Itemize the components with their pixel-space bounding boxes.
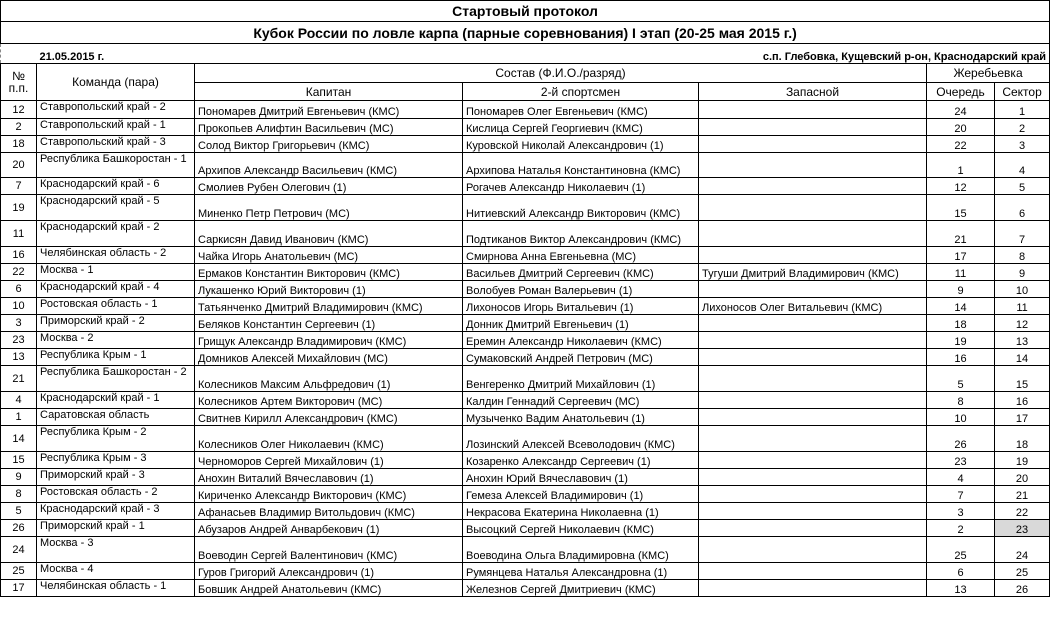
- row-captain[interactable]: Миненко Петр Петрович (МС): [195, 195, 463, 221]
- row-second[interactable]: Сумаковский Андрей Петрович (МС): [463, 349, 699, 366]
- row-queue[interactable]: 15: [927, 195, 995, 221]
- row-sector[interactable]: 12: [995, 315, 1050, 332]
- row-sector[interactable]: 19: [995, 452, 1050, 469]
- row-num[interactable]: 2: [1, 119, 37, 136]
- row-reserve[interactable]: [699, 366, 927, 392]
- row-sector[interactable]: 2: [995, 119, 1050, 136]
- header-reserve: Запасной: [699, 83, 927, 101]
- row-captain[interactable]: Прокопьев Алифтин Васильевич (МС): [195, 119, 463, 136]
- row-team[interactable]: Ростовская область - 2: [37, 486, 195, 503]
- row-reserve[interactable]: [699, 537, 927, 563]
- row-captain[interactable]: Свитнев Кирилл Александрович (КМС): [195, 409, 463, 426]
- row-num[interactable]: 4: [1, 392, 37, 409]
- row-team[interactable]: Краснодарский край - 4: [37, 281, 195, 298]
- row-num[interactable]: 20: [1, 153, 37, 178]
- table-row: [1, 486, 1050, 503]
- row-sector[interactable]: 14: [995, 349, 1050, 366]
- row-reserve[interactable]: [699, 349, 927, 366]
- row-reserve[interactable]: [699, 580, 927, 597]
- table-row: [1, 392, 1050, 409]
- row-sector[interactable]: 7: [995, 221, 1050, 247]
- row-team[interactable]: Краснодарский край - 3: [37, 503, 195, 520]
- row-captain[interactable]: Солод Виктор Григорьевич (КМС): [195, 136, 463, 153]
- row-queue[interactable]: 21: [927, 221, 995, 247]
- row-second[interactable]: Куровской Николай Александрович (1): [463, 136, 699, 153]
- table-row: [1, 221, 1050, 247]
- row-num[interactable]: 15: [1, 452, 37, 469]
- row-team[interactable]: Республика Крым - 2: [37, 426, 195, 452]
- row-num[interactable]: 23: [1, 332, 37, 349]
- row-reserve[interactable]: [699, 392, 927, 409]
- row-team[interactable]: Москва - 1: [37, 264, 195, 281]
- table-row: [1, 178, 1050, 195]
- row-team[interactable]: Краснодарский край - 1: [37, 392, 195, 409]
- row-team[interactable]: Москва - 4: [37, 563, 195, 580]
- row-captain[interactable]: Абузаров Андрей Анварбекович (1): [195, 520, 463, 537]
- row-team[interactable]: Ставропольский край - 1: [37, 119, 195, 136]
- row-sector[interactable]: 23: [995, 520, 1050, 537]
- document-location: с.п. Глебовка, Кущевский р-он, Краснодарский край: [195, 44, 1050, 64]
- row-captain[interactable]: Анохин Виталий Вячеславович (1): [195, 469, 463, 486]
- table-row: [1, 520, 1050, 537]
- row-num[interactable]: 1: [1, 409, 37, 426]
- row-second[interactable]: Смирнова Анна Евгеньевна (МС): [463, 247, 699, 264]
- row-captain[interactable]: Колесников Артем Викторович (МС): [195, 392, 463, 409]
- row-queue[interactable]: 10: [927, 409, 995, 426]
- row-reserve[interactable]: [699, 195, 927, 221]
- row-num[interactable]: 16: [1, 247, 37, 264]
- row-second[interactable]: Воеводина Ольга Владимировна (КМС): [463, 537, 699, 563]
- row-reserve[interactable]: [699, 469, 927, 486]
- row-queue[interactable]: 9: [927, 281, 995, 298]
- row-queue[interactable]: 24: [927, 101, 995, 119]
- row-sector[interactable]: 24: [995, 537, 1050, 563]
- row-reserve[interactable]: [699, 486, 927, 503]
- row-queue[interactable]: 18: [927, 315, 995, 332]
- document-subtitle: Кубок России по ловле карпа (парные соревнования) I этап (20-25 мая 2015 г.): [1, 22, 1050, 44]
- row-team[interactable]: Москва - 3: [37, 537, 195, 563]
- row-queue[interactable]: 13: [927, 580, 995, 597]
- row-team[interactable]: Ставропольский край - 3: [37, 136, 195, 153]
- table-row: [1, 503, 1050, 520]
- row-second[interactable]: Козаренко Александр Сергеевич (1): [463, 452, 699, 469]
- row-second[interactable]: Донник Дмитрий Евгеньевич (1): [463, 315, 699, 332]
- row-second[interactable]: Высоцкий Сергей Николаевич (КМС): [463, 520, 699, 537]
- row-sector[interactable]: 20: [995, 469, 1050, 486]
- row-captain[interactable]: Чайка Игорь Анатольевич (МС): [195, 247, 463, 264]
- row-team[interactable]: Республика Башкоростан - 2: [37, 366, 195, 392]
- row-captain[interactable]: Воеводин Сергей Валентинович (КМС): [195, 537, 463, 563]
- row-queue[interactable]: 16: [927, 349, 995, 366]
- table-row: [1, 119, 1050, 136]
- row-num[interactable]: 9: [1, 469, 37, 486]
- row-queue[interactable]: 5: [927, 366, 995, 392]
- row-reserve[interactable]: Лихоносов Олег Витальевич (КМС): [699, 298, 927, 315]
- row-second[interactable]: Венгеренко Дмитрий Михайлович (1): [463, 366, 699, 392]
- row-queue[interactable]: 22: [927, 136, 995, 153]
- row-sector[interactable]: 6: [995, 195, 1050, 221]
- row-reserve[interactable]: [699, 119, 927, 136]
- table-row: [1, 537, 1050, 563]
- row-team[interactable]: Приморский край - 2: [37, 315, 195, 332]
- row-second[interactable]: Лихоносов Игорь Витальевич (1): [463, 298, 699, 315]
- row-second[interactable]: Музыченко Вадим Анатольевич (1): [463, 409, 699, 426]
- row-team[interactable]: Челябинская область - 1: [37, 580, 195, 597]
- row-second[interactable]: Лозинский Алексей Всеволодович (КМС): [463, 426, 699, 452]
- table-row: [1, 563, 1050, 580]
- row-captain[interactable]: Колесников Олег Николаевич (КМС): [195, 426, 463, 452]
- row-team[interactable]: Челябинская область - 2: [37, 247, 195, 264]
- row-captain[interactable]: Пономарев Дмитрий Евгеньевич (КМС): [195, 101, 463, 119]
- table-row: [1, 332, 1050, 349]
- row-captain[interactable]: Архипов Александр Васильевич (КМС): [195, 153, 463, 178]
- row-reserve[interactable]: [699, 520, 927, 537]
- row-reserve[interactable]: [699, 101, 927, 119]
- row-queue[interactable]: 25: [927, 537, 995, 563]
- row-captain[interactable]: Лукашенко Юрий Викторович (1): [195, 281, 463, 298]
- row-queue[interactable]: 6: [927, 563, 995, 580]
- row-team[interactable]: Краснодарский край - 6: [37, 178, 195, 195]
- row-num[interactable]: 12: [1, 101, 37, 119]
- row-captain[interactable]: Бовшик Андрей Анатольевич (КМС): [195, 580, 463, 597]
- header-captain: Капитан: [195, 83, 463, 101]
- table-row: [1, 101, 1050, 119]
- row-queue[interactable]: 14: [927, 298, 995, 315]
- row-second[interactable]: Рогачев Александр Николаевич (1): [463, 178, 699, 195]
- table-row: [1, 136, 1050, 153]
- row-second[interactable]: Васильев Дмитрий Сергеевич (КМС): [463, 264, 699, 281]
- row-queue[interactable]: 3: [927, 503, 995, 520]
- row-captain[interactable]: Смолиев Рубен Олегович (1): [195, 178, 463, 195]
- row-second[interactable]: Анохин Юрий Вячеславович (1): [463, 469, 699, 486]
- row-second[interactable]: Румянцева Наталья Александровна (1): [463, 563, 699, 580]
- row-queue[interactable]: 26: [927, 426, 995, 452]
- document-title: Стартовый протокол: [1, 1, 1050, 22]
- row-reserve[interactable]: [699, 315, 927, 332]
- row-queue[interactable]: 1: [927, 153, 995, 178]
- row-num[interactable]: 22: [1, 264, 37, 281]
- row-second[interactable]: Нитиевский Александр Викторович (КМС): [463, 195, 699, 221]
- row-captain[interactable]: Татьянченко Дмитрий Владимирович (КМС): [195, 298, 463, 315]
- row-sector[interactable]: 9: [995, 264, 1050, 281]
- row-sector[interactable]: 22: [995, 503, 1050, 520]
- row-captain[interactable]: Гуров Григорий Александрович (1): [195, 563, 463, 580]
- table-row: [1, 195, 1050, 221]
- header-team: Команда (пара): [37, 64, 195, 101]
- row-reserve[interactable]: [699, 563, 927, 580]
- row-queue[interactable]: 17: [927, 247, 995, 264]
- row-sector[interactable]: 26: [995, 580, 1050, 597]
- row-sector[interactable]: 8: [995, 247, 1050, 264]
- row-sector[interactable]: 11: [995, 298, 1050, 315]
- table-row: [1, 426, 1050, 452]
- row-num[interactable]: 10: [1, 298, 37, 315]
- row-reserve[interactable]: Тугуши Дмитрий Владимирович (КМС): [699, 264, 927, 281]
- row-team[interactable]: Ростовская область - 1: [37, 298, 195, 315]
- row-num[interactable]: 14: [1, 426, 37, 452]
- header-second: 2-й спортсмен: [463, 83, 699, 101]
- row-queue[interactable]: 11: [927, 264, 995, 281]
- row-captain[interactable]: Колесников Максим Альфредович (1): [195, 366, 463, 392]
- row-captain[interactable]: Ермаков Константин Викторович (КМС): [195, 264, 463, 281]
- table-row: [1, 452, 1050, 469]
- table-row: [1, 298, 1050, 315]
- table-row: [1, 264, 1050, 281]
- row-team[interactable]: Краснодарский край - 2: [37, 221, 195, 247]
- header-composition: Состав (Ф.И.О./разряд): [195, 64, 927, 83]
- row-reserve[interactable]: [699, 221, 927, 247]
- row-captain[interactable]: Афанасьев Владимир Витольдович (КМС): [195, 503, 463, 520]
- row-reserve[interactable]: [699, 178, 927, 195]
- row-sector[interactable]: 13: [995, 332, 1050, 349]
- table-row: [1, 315, 1050, 332]
- row-sector[interactable]: 5: [995, 178, 1050, 195]
- row-second[interactable]: Кислица Сергей Георгиевич (КМС): [463, 119, 699, 136]
- row-num[interactable]: 19: [1, 195, 37, 221]
- table-row: [1, 349, 1050, 366]
- row-team[interactable]: Приморский край - 1: [37, 520, 195, 537]
- row-reserve[interactable]: [699, 452, 927, 469]
- row-sector[interactable]: 1: [995, 101, 1050, 119]
- row-team[interactable]: Краснодарский край - 5: [37, 195, 195, 221]
- row-team[interactable]: Москва - 2: [37, 332, 195, 349]
- row-team[interactable]: Республика Башкоростан - 1: [37, 153, 195, 178]
- row-sector[interactable]: 16: [995, 392, 1050, 409]
- row-captain[interactable]: Беляков Константин Сергеевич (1): [195, 315, 463, 332]
- row-captain[interactable]: Грищук Александр Владимирович (КМС): [195, 332, 463, 349]
- row-num[interactable]: 24: [1, 537, 37, 563]
- row-num[interactable]: 7: [1, 178, 37, 195]
- row-sector[interactable]: 17: [995, 409, 1050, 426]
- row-second[interactable]: Еремин Александр Николаевич (КМС): [463, 332, 699, 349]
- table-row: [1, 580, 1050, 597]
- row-num[interactable]: 8: [1, 486, 37, 503]
- row-captain[interactable]: Саркисян Давид Иванович (КМС): [195, 221, 463, 247]
- row-second[interactable]: Некрасова Екатерина Николаевна (1): [463, 503, 699, 520]
- header-num: № п.п.: [1, 64, 37, 101]
- row-reserve[interactable]: [699, 503, 927, 520]
- row-queue[interactable]: 4: [927, 469, 995, 486]
- table-row: [1, 366, 1050, 392]
- row-second[interactable]: Архипова Наталья Константиновна (КМС): [463, 153, 699, 178]
- table-row: [1, 281, 1050, 298]
- row-reserve[interactable]: [699, 281, 927, 298]
- row-queue[interactable]: 12: [927, 178, 995, 195]
- row-sector[interactable]: 18: [995, 426, 1050, 452]
- row-num[interactable]: 21: [1, 366, 37, 392]
- row-team[interactable]: Приморский край - 3: [37, 469, 195, 486]
- header-sector: Сектор: [995, 83, 1050, 101]
- row-second[interactable]: Калдин Геннадий Сергеевич (МС): [463, 392, 699, 409]
- row-second[interactable]: Пономарев Олег Евгеньевич (КМС): [463, 101, 699, 119]
- row-team[interactable]: Республика Крым - 3: [37, 452, 195, 469]
- row-queue[interactable]: 8: [927, 392, 995, 409]
- row-queue[interactable]: 23: [927, 452, 995, 469]
- header-draw: Жеребьевка: [927, 64, 1050, 83]
- row-captain[interactable]: Черноморов Сергей Михайлович (1): [195, 452, 463, 469]
- row-reserve[interactable]: [699, 153, 927, 178]
- row-queue[interactable]: 2: [927, 520, 995, 537]
- row-second[interactable]: Подтиканов Виктор Александрович (КМС): [463, 221, 699, 247]
- row-reserve[interactable]: [699, 426, 927, 452]
- row-team[interactable]: Республика Крым - 1: [37, 349, 195, 366]
- row-queue[interactable]: 20: [927, 119, 995, 136]
- row-reserve[interactable]: [699, 332, 927, 349]
- row-sector[interactable]: 3: [995, 136, 1050, 153]
- row-queue[interactable]: 7: [927, 486, 995, 503]
- row-sector[interactable]: 15: [995, 366, 1050, 392]
- row-num[interactable]: 11: [1, 221, 37, 247]
- row-captain[interactable]: Кириченко Александр Викторович (КМС): [195, 486, 463, 503]
- row-num[interactable]: 6: [1, 281, 37, 298]
- row-queue[interactable]: 19: [927, 332, 995, 349]
- table-row: [1, 409, 1050, 426]
- row-num[interactable]: 13: [1, 349, 37, 366]
- row-num[interactable]: 17: [1, 580, 37, 597]
- row-team[interactable]: Ставропольский край - 2: [37, 101, 195, 119]
- row-sector[interactable]: 25: [995, 563, 1050, 580]
- row-reserve[interactable]: [699, 247, 927, 264]
- row-num[interactable]: 5: [1, 503, 37, 520]
- row-reserve[interactable]: [699, 136, 927, 153]
- row-num[interactable]: 26: [1, 520, 37, 537]
- row-reserve[interactable]: [699, 409, 927, 426]
- table-row: [1, 247, 1050, 264]
- row-sector[interactable]: 4: [995, 153, 1050, 178]
- row-sector[interactable]: 21: [995, 486, 1050, 503]
- row-captain[interactable]: Домников Алексей Михайлович (МС): [195, 349, 463, 366]
- table-row: [1, 153, 1050, 178]
- row-num[interactable]: 3: [1, 315, 37, 332]
- row-second[interactable]: Гемеза Алексей Владимирович (1): [463, 486, 699, 503]
- header-queue: Очередь: [927, 83, 995, 101]
- table-row: [1, 469, 1050, 486]
- row-second[interactable]: Волобуев Роман Валерьевич (1): [463, 281, 699, 298]
- row-num[interactable]: 25: [1, 563, 37, 580]
- row-num[interactable]: 18: [1, 136, 37, 153]
- row-sector[interactable]: 10: [995, 281, 1050, 298]
- row-team[interactable]: Саратовская область: [37, 409, 195, 426]
- document-date: 21.05.2015 г.: [37, 44, 195, 64]
- row-second[interactable]: Железнов Сергей Дмитриевич (КМС): [463, 580, 699, 597]
